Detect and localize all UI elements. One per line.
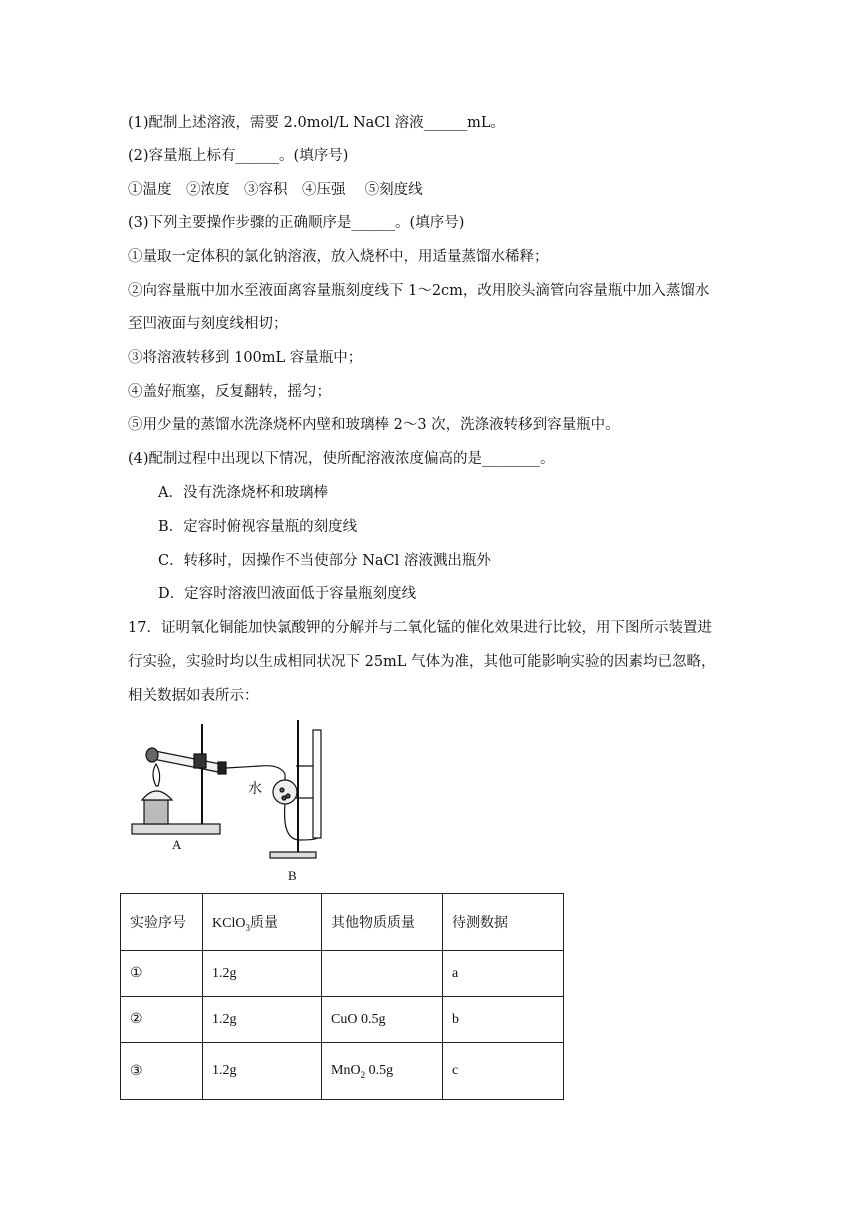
burette — [313, 730, 321, 838]
option-c: C．转移时，因操作不当使部分 NaCl 溶液溅出瓶外 — [158, 553, 491, 569]
experiment-data-table — [120, 893, 564, 1100]
cell-no: ② — [121, 997, 203, 1043]
q16-step-1: ①量取一定体积的氯化钠溶液，放入烧杯中，用适量蒸馏水稀释； — [128, 249, 549, 265]
q17-line-3: 相关数据如表所示： — [128, 688, 259, 704]
q16-part3: (3)下列主要操作步骤的正确顺序是______。(填序号) — [128, 215, 465, 231]
q16-part1: (1)配制上述溶液，需要 2.0mol/L NaCl 溶液______mL。 — [128, 115, 505, 131]
cell-no: ① — [121, 951, 203, 997]
table-row — [121, 1043, 564, 1100]
q16-part2: (2)容量瓶上标有______。(填序号) — [128, 148, 349, 164]
stand-base-a — [132, 824, 220, 834]
flame — [153, 764, 160, 786]
cell-kclo3: 1.2g — [203, 951, 322, 997]
header-measured-data: 待测数据 — [443, 894, 564, 951]
flask-b — [273, 780, 297, 804]
option-a: A．没有洗涤烧杯和玻璃棒 — [158, 485, 328, 501]
stopper-a — [218, 762, 226, 774]
rubber-tube — [285, 804, 317, 840]
table-header-row — [121, 894, 564, 951]
q17-line-1: 17．证明氧化铜能加快氯酸钾的分解并与二氧化锰的催化效果进行比较，用下图所示装置进 — [128, 620, 712, 636]
option-d: D．定容时溶液凹液面低于容量瓶刻度线 — [158, 586, 417, 602]
apparatus-drawing — [120, 712, 340, 890]
cell-data: b — [443, 997, 564, 1043]
header-other-mass: 其他物质质量 — [322, 894, 443, 951]
cell-no: ③ — [121, 1043, 203, 1100]
delivery-tube — [226, 766, 285, 774]
option-b: B．定容时俯视容量瓶的刻度线 — [158, 519, 358, 535]
table-row — [121, 951, 564, 997]
cell-other: MnO$_2$ 0.5g — [322, 1043, 443, 1100]
q16-part4: (4)配制过程中出现以下情况，使所配溶液浓度偏高的是________。 — [128, 451, 555, 467]
cell-kclo3: 1.2g — [203, 997, 322, 1043]
q16-step-4: ④盖好瓶塞，反复翻转，摇匀； — [128, 384, 331, 400]
brick-support — [144, 800, 168, 824]
q16-step-2: ②向容量瓶中加水至液面离容量瓶刻度线下 1～2cm，改用胶头滴管向容量瓶中加入蒸馏水 — [128, 283, 710, 299]
alcohol-lamp — [142, 791, 172, 800]
q16-step-2-cont: 至凹液面与刻度线相切； — [128, 316, 288, 332]
apparatus-figure — [120, 712, 340, 890]
header-kclo3-mass: KClO$_3$质量 — [203, 894, 322, 951]
cell-data: a — [443, 951, 564, 997]
stand-base-b — [270, 852, 316, 858]
table-row — [121, 997, 564, 1043]
q16-part2-choices: ①温度 ②浓度 ③容积 ④压强 ⑤刻度线 — [128, 182, 423, 198]
cell-other — [322, 951, 443, 997]
label-a: A — [172, 837, 182, 852]
label-b: B — [288, 868, 297, 883]
clamp-a — [194, 754, 206, 768]
label-water: 水 — [248, 782, 262, 797]
q16-step-5: ⑤用少量的蒸馏水洗涤烧杯内壁和玻璃棒 2～3 次，洗涤液转移到容量瓶中。 — [128, 417, 620, 433]
reagent — [146, 748, 158, 762]
q16-step-3: ③将溶液转移到 100mL 容量瓶中； — [128, 350, 363, 366]
cell-data: c — [443, 1043, 564, 1100]
cell-kclo3: 1.2g — [203, 1043, 322, 1100]
cell-other: CuO 0.5g — [322, 997, 443, 1043]
header-experiment-no: 实验序号 — [121, 894, 203, 951]
q17-line-2: 行实验，实验时均以生成相同状况下 25mL 气体为准，其他可能影响实验的因素均已忽略， — [128, 654, 716, 670]
